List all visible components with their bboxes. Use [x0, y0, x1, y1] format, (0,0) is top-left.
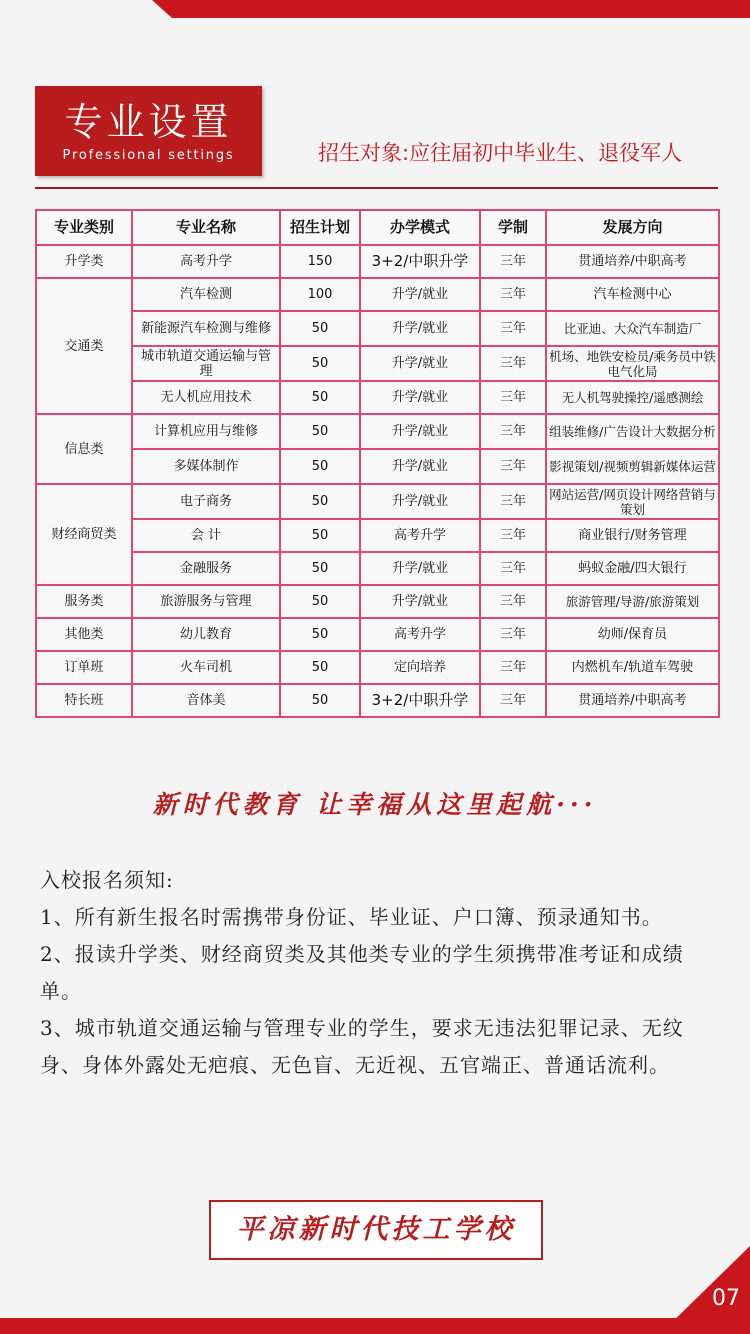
mode-cell: 升学/就业 [360, 414, 480, 449]
mode-cell: 升学/就业 [360, 311, 480, 346]
category-cell: 服务类 [36, 585, 132, 618]
major-name-cell: 高考升学 [132, 245, 280, 278]
major-name-cell: 城市轨道交通运输与管理 [132, 346, 280, 381]
mode-cell: 3+2/中职升学 [360, 245, 480, 278]
school-name-box [209, 1200, 543, 1260]
years-cell: 三年 [480, 346, 546, 381]
table-body [36, 245, 719, 717]
years-cell: 三年 [480, 651, 546, 684]
mode-cell: 高考升学 [360, 618, 480, 651]
direction-cell: 网站运营/网页设计网络营销与策划 [546, 484, 719, 519]
table-row [36, 346, 719, 381]
direction-cell: 组装维修/广告设计大数据分析 [546, 414, 719, 449]
section-subtitle: Professional settings [62, 148, 235, 163]
enroll-target-text: 招生对象:应往届初中毕业生、退役军人 [318, 141, 683, 165]
header-direction: 发展方向 [546, 210, 719, 245]
direction-cell: 贯通培养/中职高考 [546, 684, 719, 717]
plan-cell: 100 [280, 278, 360, 311]
school-name: 平凉新时代技工学校 [236, 1214, 516, 1245]
table-row [36, 585, 719, 618]
plan-cell: 50 [280, 311, 360, 346]
plan-cell: 50 [280, 449, 360, 484]
bottom-decor-bar [0, 1318, 750, 1334]
direction-cell: 蚂蚁金融/四大银行 [546, 552, 719, 585]
notice-item: 3、城市轨道交通运输与管理专业的学生，要求无违法犯罪记录、无纹身、身体外露处无疤痕、无色盲、无近视、五官端正、普通话流利。 [40, 1016, 684, 1077]
mode-cell: 升学/就业 [360, 449, 480, 484]
major-name-cell: 幼儿教育 [132, 618, 280, 651]
major-name-cell: 电子商务 [132, 484, 280, 519]
mode-cell: 升学/就业 [360, 381, 480, 414]
slogan: 新时代教育 让幸福从这里起航··· [152, 790, 598, 819]
table-row [36, 381, 719, 414]
direction-cell: 幼师/保育员 [546, 618, 719, 651]
notice-item: 2、报读升学类、财经商贸类及其他类专业的学生须携带准考证和成绩单。 [40, 942, 684, 1003]
direction-cell: 无人机驾驶操控/遥感测绘 [546, 381, 719, 414]
major-name-cell: 旅游服务与管理 [132, 585, 280, 618]
plan-cell: 50 [280, 381, 360, 414]
major-name-cell: 计算机应用与维修 [132, 414, 280, 449]
years-cell: 三年 [480, 585, 546, 618]
table-row [36, 414, 719, 449]
header-divider [35, 187, 718, 189]
direction-cell: 比亚迪、大众汽车制造厂 [546, 311, 719, 346]
plan-cell: 150 [280, 245, 360, 278]
header-category: 专业类别 [36, 210, 132, 245]
plan-cell: 50 [280, 552, 360, 585]
major-name-cell: 火车司机 [132, 651, 280, 684]
mode-cell: 升学/就业 [360, 278, 480, 311]
mode-cell: 升学/就业 [360, 552, 480, 585]
mode-cell: 高考升学 [360, 519, 480, 552]
category-cell: 订单班 [36, 651, 132, 684]
years-cell: 三年 [480, 278, 546, 311]
header-plan: 招生计划 [280, 210, 360, 245]
major-name-cell: 会 计 [132, 519, 280, 552]
table-row [36, 278, 719, 311]
header-name: 专业名称 [132, 210, 280, 245]
notice-item: 1、所有新生报名时需携带身份证、毕业证、户口簿、预录通知书。 [40, 905, 663, 929]
category-cell: 交通类 [36, 278, 132, 414]
years-cell: 三年 [480, 311, 546, 346]
years-cell: 三年 [480, 618, 546, 651]
table-header-row [36, 210, 719, 245]
table-row [36, 651, 719, 684]
major-name-cell: 新能源汽车检测与维修 [132, 311, 280, 346]
mode-cell: 定向培养 [360, 651, 480, 684]
table-row [36, 449, 719, 484]
mode-cell: 升学/就业 [360, 585, 480, 618]
section-title-box [35, 86, 262, 176]
plan-cell: 50 [280, 346, 360, 381]
direction-cell: 汽车检测中心 [546, 278, 719, 311]
major-name-cell: 多媒体制作 [132, 449, 280, 484]
major-name-cell: 无人机应用技术 [132, 381, 280, 414]
page-number: 07 [712, 1286, 740, 1311]
table-row [36, 519, 719, 552]
major-name-cell: 金融服务 [132, 552, 280, 585]
section-title: 专业设置 [64, 100, 233, 144]
years-cell: 三年 [480, 684, 546, 717]
top-decor-bar [0, 0, 750, 18]
direction-cell: 商业银行/财务管理 [546, 519, 719, 552]
category-cell: 其他类 [36, 618, 132, 651]
header-years: 学制 [480, 210, 546, 245]
years-cell: 三年 [480, 449, 546, 484]
table-row [36, 552, 719, 585]
years-cell: 三年 [480, 484, 546, 519]
years-cell: 三年 [480, 552, 546, 585]
table-row [36, 484, 719, 519]
years-cell: 三年 [480, 245, 546, 278]
plan-cell: 50 [280, 684, 360, 717]
category-cell: 财经商贸类 [36, 484, 132, 585]
category-cell: 特长班 [36, 684, 132, 717]
direction-cell: 内燃机车/轨道车驾驶 [546, 651, 719, 684]
mode-cell: 3+2/中职升学 [360, 684, 480, 717]
plan-cell: 50 [280, 519, 360, 552]
plan-cell: 50 [280, 414, 360, 449]
header-mode: 办学模式 [360, 210, 480, 245]
years-cell: 三年 [480, 414, 546, 449]
table-row [36, 618, 719, 651]
direction-cell: 旅游管理/导游/旅游策划 [546, 585, 719, 618]
plan-cell: 50 [280, 585, 360, 618]
major-name-cell: 汽车检测 [132, 278, 280, 311]
table-row [36, 684, 719, 717]
notice-title: 入校报名须知: [40, 868, 174, 892]
plan-cell: 50 [280, 484, 360, 519]
mode-cell: 升学/就业 [360, 484, 480, 519]
direction-cell: 贯通培养/中职高考 [546, 245, 719, 278]
years-cell: 三年 [480, 519, 546, 552]
majors-table [35, 209, 720, 718]
direction-cell: 影视策划/视频剪辑新媒体运营 [546, 449, 719, 484]
major-name-cell: 音体美 [132, 684, 280, 717]
table-row [36, 311, 719, 346]
category-cell: 信息类 [36, 414, 132, 484]
category-cell: 升学类 [36, 245, 132, 278]
plan-cell: 50 [280, 618, 360, 651]
plan-cell: 50 [280, 651, 360, 684]
enrollment-notice [40, 862, 712, 1084]
direction-cell: 机场、地铁安检员/乘务员中铁电气化局 [546, 346, 719, 381]
years-cell: 三年 [480, 381, 546, 414]
mode-cell: 升学/就业 [360, 346, 480, 381]
table-row [36, 245, 719, 278]
